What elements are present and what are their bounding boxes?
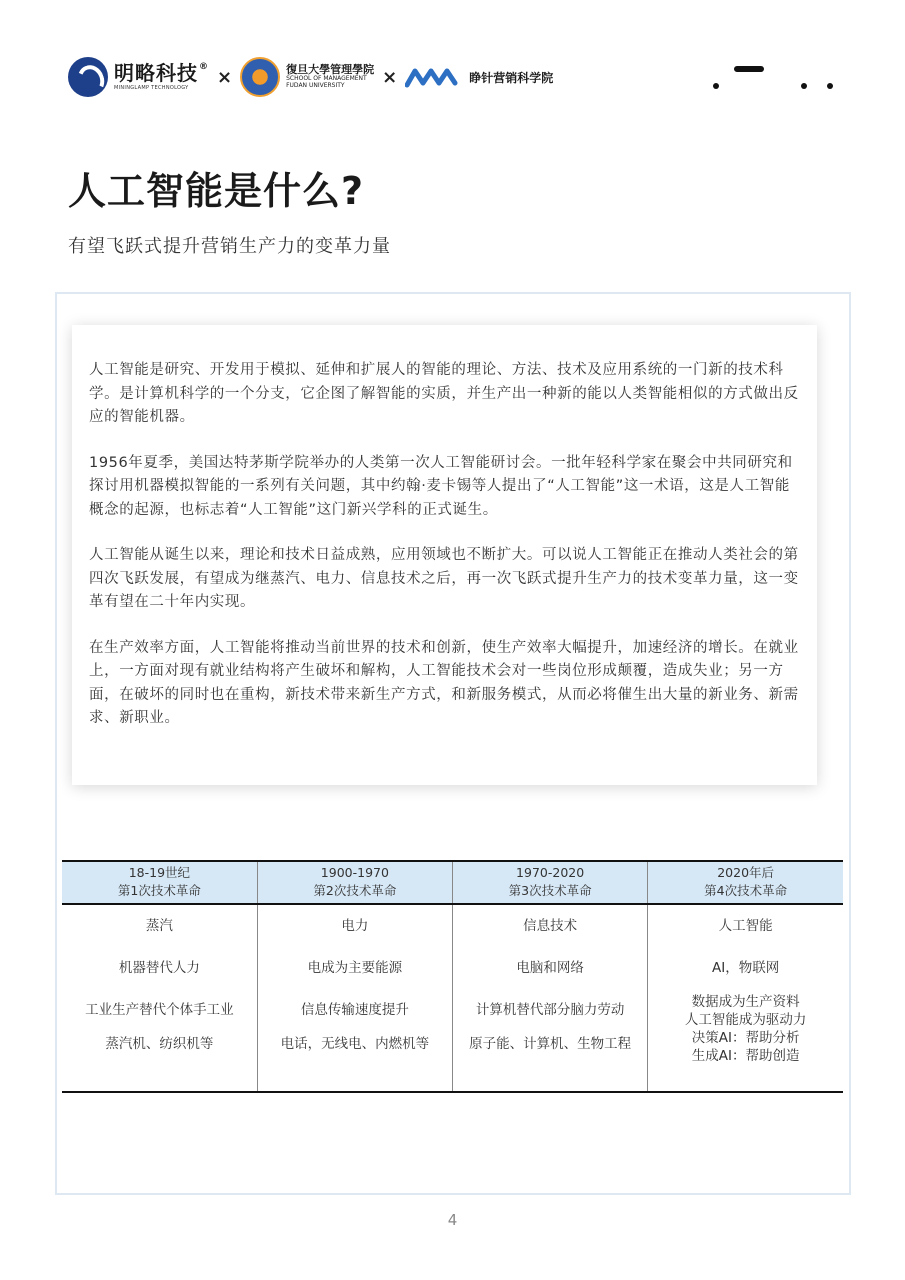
feature-label: 机器替代人力 xyxy=(118,960,200,976)
fudan-logo xyxy=(286,64,374,89)
fudan-seal-icon xyxy=(240,57,280,97)
paragraph: 在生产效率方面，人工智能将推动当前世界的技术和创新，使生产效率大幅提升，加速经济的增长。在就业上，一方面对现有就业结构将产生破坏和解构，人工智能技术会对一些岗位形成颠覆，造成失业；另一方面，在破坏的同时也在重构，新技术带来新生产方式，和新服务模式，从而必将催生出大量的新业务、新需求、新职业。 xyxy=(89,639,799,726)
tech-label: 人工智能 xyxy=(718,918,773,934)
header-logos xyxy=(68,56,553,98)
table-header-row xyxy=(62,861,843,904)
table-header-cell xyxy=(257,861,452,904)
revolution-name: 第3次技术革命 xyxy=(508,883,592,898)
period-label: 2020年后 xyxy=(717,865,775,880)
examples-label: 生成AI：帮助创造 xyxy=(691,1048,800,1064)
tech-label: 电力 xyxy=(341,918,369,934)
impact-label: 数据成为生产资料 xyxy=(691,994,800,1010)
table-header-cell xyxy=(648,861,843,904)
impact-label: 人工智能成为驱动力 xyxy=(684,1012,807,1028)
zhengzhen-logo-icon xyxy=(405,65,461,89)
feature-label: 电成为主要能源 xyxy=(307,960,403,976)
impact-label: 信息传输速度提升 xyxy=(300,1002,409,1018)
feature-label: AI，物联网 xyxy=(712,960,780,976)
fudan-university-en: FUDAN UNIVERSITY xyxy=(286,82,345,90)
fudan-name: 復旦大學管理學院 xyxy=(286,63,375,77)
period-label: 1900-1970 xyxy=(320,865,389,880)
table-cell xyxy=(257,904,452,1092)
zhengzhen-name: 睁针营销科学院 xyxy=(469,70,554,85)
examples-label: 决策AI：帮助分析 xyxy=(691,1030,800,1046)
separator-x-2: × xyxy=(382,66,398,88)
registered-mark: ® xyxy=(199,62,209,72)
examples-label: 原子能、计算机、生物工程 xyxy=(469,1036,632,1052)
mininglamp-logo-icon xyxy=(68,57,108,97)
table-cell xyxy=(453,904,648,1092)
examples-label: 电话，无线电、内燃机等 xyxy=(280,1036,430,1052)
impact-label: 计算机替代部分脑力劳动 xyxy=(475,1002,625,1018)
paragraph: 1956年夏季，美国达特茅斯学院举办的人类第一次人工智能研讨会。一批年轻科学家在聚会中共同研究和探讨用机器模拟智能的一系列有关问题，其中约翰·麦卡锡等人提出了“人工智能”这一术语，这是人工智能概念的起源，也标志着“人工智能”这门新兴学科的正式诞生。 xyxy=(89,454,793,518)
paragraph: 人工智能是研究、开发用于模拟、延伸和扩展人的智能的理论、方法、技术及应用系统的一门新的技术科学。是计算机科学的一个分支，它企图了解智能的实质，并生产出一种新的能以人类智能相似的方式做出反应的智能机器。 xyxy=(89,362,799,425)
tech-label: 信息技术 xyxy=(523,918,578,934)
revolution-name: 第4次技术革命 xyxy=(704,883,788,898)
page-number: 4 xyxy=(447,1211,458,1229)
page-subtitle: 有望飞跃式提升营销生产力的变革力量 xyxy=(68,236,391,257)
mininglamp-name: 明略科技 xyxy=(114,61,198,85)
table-header-cell xyxy=(62,861,257,904)
feature-label: 电脑和网络 xyxy=(516,960,584,976)
page-title: 人工智能是什么? xyxy=(68,169,365,213)
examples-label: 蒸汽机、纺织机等 xyxy=(105,1036,214,1052)
text-card xyxy=(72,325,817,785)
table-row xyxy=(62,904,843,1092)
revolution-table xyxy=(62,860,843,1093)
revolution-name: 第1次技术革命 xyxy=(117,883,201,898)
period-label: 1970-2020 xyxy=(516,865,585,880)
table-cell xyxy=(62,904,257,1092)
mininglamp-english-name: MININGLAMP TECHNOLOGY xyxy=(114,85,189,91)
fudan-school-en: SCHOOL OF MANAGEMENT xyxy=(286,75,367,83)
separator-x: × xyxy=(217,66,233,88)
impact-label: 工业生产替代个体手工业 xyxy=(85,1002,234,1018)
paragraph: 人工智能从诞生以来，理论和技术日益成熟，应用领域也不断扩大。可以说人工智能正在推动人类社会的第四次飞跃发展，有望成为继蒸汽、电力、信息技术之后，再一次飞跃式提升生产力的技术变革力量，这一变革有望在二十年内实现。 xyxy=(89,547,799,610)
mininglamp-logo xyxy=(114,63,209,91)
revolution-name: 第2次技术革命 xyxy=(313,883,397,898)
table-header-cell xyxy=(453,861,648,904)
decorative-dots xyxy=(708,62,838,92)
period-label: 18-19世纪 xyxy=(128,865,191,880)
tech-label: 蒸汽 xyxy=(145,918,173,934)
table-cell xyxy=(648,904,843,1092)
